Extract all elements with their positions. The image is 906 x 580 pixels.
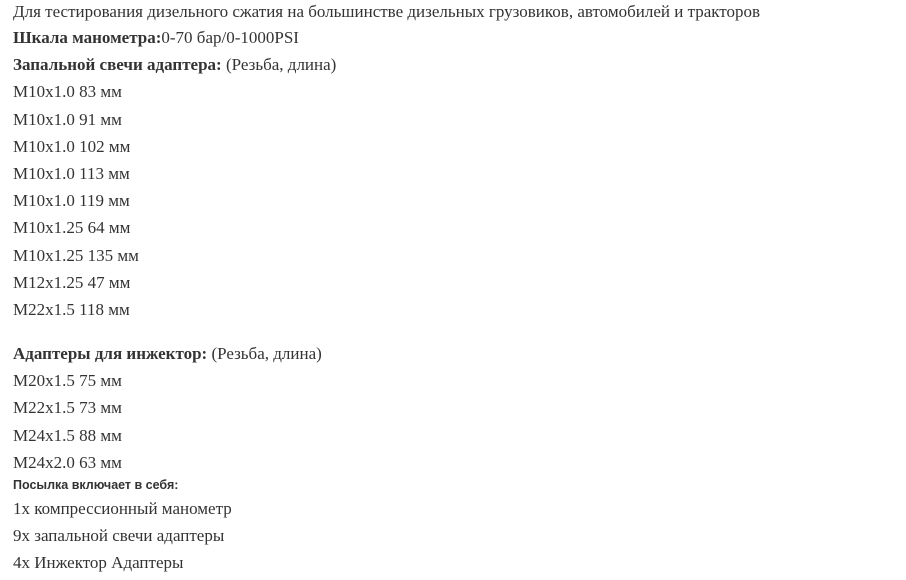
list-item: M10x1.25 64 мм <box>13 218 131 238</box>
package-item: 1x компрессионный манометр <box>13 499 232 518</box>
injector-adapters-note: (Резьба, длина) <box>207 344 322 364</box>
section-gap <box>13 323 906 340</box>
list-item: M10x1.0 91 мм <box>13 109 122 129</box>
injector-adapters-heading <box>13 340 906 367</box>
list-item: M10x1.0 119 мм <box>13 191 130 211</box>
list-item: M10x1.0 102 мм <box>13 136 131 156</box>
glow-plug-adapters-label: Запальной свечи адаптера: <box>13 55 222 75</box>
list-item: M24x1.5 88 мм <box>13 425 122 445</box>
intro-text: Для тестирования дизельного сжатия на большинстве дизельных грузовиков, автомобилей и тракторов <box>13 2 761 21</box>
gauge-scale-label: Шкала манометра: <box>13 28 162 47</box>
list-item: M10x1.25 135 мм <box>13 245 139 265</box>
gauge-scale-value: 0-70 бар/0-1000PSI <box>161 28 299 47</box>
glow-plug-adapters-note: (Резьба, длина) <box>221 55 337 75</box>
list-item: M12x1.25 47 мм <box>13 272 131 292</box>
gauge-scale-line <box>13 24 906 51</box>
package-contents-heading: Посылка включает в себя: <box>13 478 179 492</box>
glow-plug-adapters-heading <box>13 51 906 78</box>
list-item: M10x1.0 83 мм <box>13 82 122 102</box>
list-item: M22x1.5 118 мм <box>13 299 130 319</box>
list-item: M20x1.5 75 мм <box>13 371 122 391</box>
product-description <box>13 0 906 577</box>
package-item: 4x Инжектор Адаптеры <box>13 553 184 573</box>
list-item: M10x1.0 113 мм <box>13 163 130 183</box>
injector-adapters-label: Адаптеры для инжектор: <box>13 344 208 364</box>
list-item: M24x2.0 63 мм <box>13 452 122 472</box>
package-item: 9x запальной свечи адаптеры <box>13 526 225 546</box>
list-item: M22x1.5 73 мм <box>13 398 122 418</box>
